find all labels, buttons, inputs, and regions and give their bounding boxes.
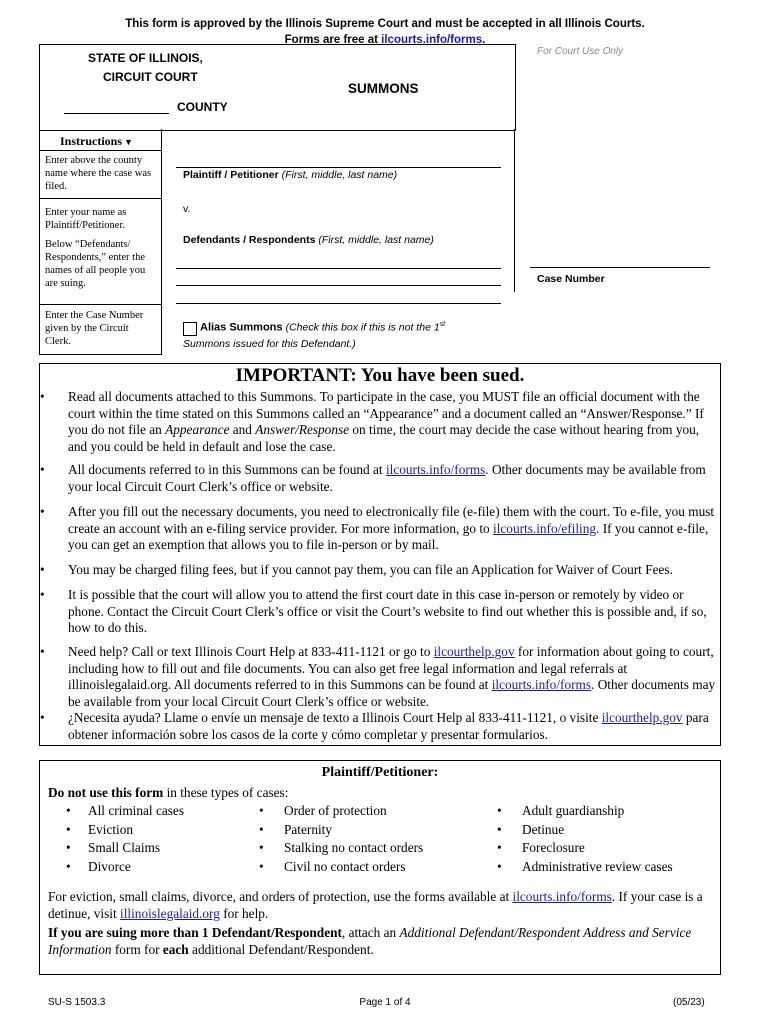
bullet-icon: • <box>40 710 45 725</box>
state-label: STATE OF ILLINOIS, <box>88 51 203 65</box>
important-bullet-text: It is possible that the court will allow you to attend the first court date in this case in-person or remotely by video or phone. Contact the Circuit Court Clerk’s office or visit the Court’s website to find out whether this is possible and, if so, how to do this. <box>68 587 707 635</box>
versus-label: v. <box>183 203 191 215</box>
plaintiff-box-heading: Plaintiff/Petitioner: <box>321 765 439 780</box>
case-number-label: Case Number <box>537 273 605 285</box>
bullet-icon: • <box>40 504 45 519</box>
alias-summons-label-line2: Summons issued for this Defendant.) <box>183 338 356 350</box>
important-bullet-item <box>40 644 720 710</box>
case-type-item: • Paternity <box>259 821 333 837</box>
page-number: Page 1 of 4 <box>359 997 411 1008</box>
important-bullet-text: Read all documents attached to this Summons. To participate in the case, you MUST file an official document with the court within the time stated on this Summons called an “Appearance” and a document called an “Answer/Response.” If you do not file an Appearance and Answer/Response on time, the court may decide the case without hearing from you, and you could be held in default and lose the case. <box>68 389 704 454</box>
case-type-item: • Stalking no contact orders <box>259 840 424 855</box>
bullet-icon: • <box>40 462 45 477</box>
forms-link[interactable]: ilcourts.info/forms <box>512 889 612 904</box>
important-heading: IMPORTANT: You have been sued. <box>235 365 525 386</box>
instruction-defendants: Below “Defendants/ Respondents,” enter the names of all people you are suing. <box>45 239 146 289</box>
inline-link[interactable]: ilcourts.info/forms <box>385 462 486 477</box>
instruction-name: Enter your name as Plaintiff/Petitioner. <box>45 207 127 231</box>
approval-notice-line2: Forms are free at ilcourts.info/forms. <box>284 34 486 46</box>
approval-notice-line1: This form is approved by the Illinois Supreme Court and must be accepted in all Illinois Courts. <box>125 18 645 30</box>
plaintiff-name-line[interactable] <box>176 167 501 168</box>
important-bullet-text: ¿Necesita ayuda? Llame o envíe un mensaje de texto a Illinois Court Help al 833-411-1121, o visite ilcourthelp.gov para obtener información sobre los casos de la corte y cómo completar y presentar formularios. <box>68 710 709 742</box>
instructions-divider-2 <box>39 304 161 305</box>
instructions-heading[interactable]: Instructions ▼ <box>60 134 133 148</box>
important-bullet-item <box>40 504 720 554</box>
bullet-icon: • <box>40 587 45 602</box>
important-bullet-item <box>40 710 720 743</box>
important-bullet-item <box>40 389 720 455</box>
court-use-label: For Court Use Only <box>537 46 624 57</box>
case-types-col-2 <box>259 802 423 876</box>
forms-guidance-paragraph: For eviction, small claims, divorce, and orders of protection, use the forms available at ilcourts.info/forms. If your case is a detinue, visit illinoislegalaid.org for help. <box>48 889 703 921</box>
bullet-icon: • <box>40 389 45 404</box>
do-not-use-text: Do not use this form in these types of cases: <box>48 785 289 800</box>
instructions-divider-1 <box>39 198 161 199</box>
defendant-name-line-2[interactable] <box>176 285 501 286</box>
case-number-line[interactable] <box>530 267 710 268</box>
case-type-item: • Small Claims <box>66 840 161 855</box>
bullet-icon: • <box>40 644 45 659</box>
inline-link[interactable]: ilcourts.info/efiling <box>493 520 597 536</box>
chevron-down-icon: ▼ <box>124 137 133 147</box>
case-type-item: • Detinue <box>497 821 565 837</box>
alias-summons-checkbox[interactable] <box>183 322 197 336</box>
county-blank[interactable] <box>64 113 169 114</box>
important-bullet-item <box>40 562 720 579</box>
caption-divider <box>514 129 515 292</box>
case-type-item: • Civil no contact orders <box>259 858 406 874</box>
alias-summons-label: Alias Summons (Check this box if this is not the 1st <box>200 321 446 334</box>
case-type-item: • Adult guardianship <box>497 803 625 818</box>
important-bullet-text: Need help? Call or text Illinois Court Help at 833-411-1121 or go to ilcourthelp.gov for information about going to court, including how to fill out and file documents. You can also get free legal information and legal referrals at illinoislegalaid.org. All documents referred to in this Summons can be found at ilcourts.info/forms. Other documents may be available from your local Circuit Court Clerk’s office or website. <box>68 644 716 709</box>
case-types-col-1 <box>66 802 184 876</box>
forms-link[interactable]: ilcourts.info/forms <box>381 34 483 46</box>
case-type-item: • Eviction <box>66 821 134 837</box>
case-types-col-3 <box>497 802 673 876</box>
instructions-rule <box>39 150 161 151</box>
case-type-item: • All criminal cases <box>66 803 184 818</box>
form-title: SUMMONS <box>348 81 419 96</box>
bullet-icon: • <box>40 562 45 577</box>
form-id: SU-S 1503.3 <box>48 997 106 1008</box>
case-type-item: • Divorce <box>66 858 131 874</box>
inline-link[interactable]: ilcourthelp.gov <box>601 710 683 725</box>
defendants-label: Defendants / Respondents (First, middle, last name) <box>183 234 434 246</box>
case-type-item: • Administrative review cases <box>497 858 673 874</box>
defendant-name-line-1[interactable] <box>176 268 501 269</box>
instruction-case-number: Enter the Case Number given by the Circuit Clerk. <box>45 310 144 347</box>
county-label: COUNTY <box>177 100 228 114</box>
important-bullet-item <box>40 587 720 637</box>
important-bullet-item <box>40 462 720 495</box>
plaintiff-label: Plaintiff / Petitioner (First, middle, last name) <box>183 169 398 181</box>
revision-date: (05/23) <box>673 997 705 1008</box>
multiple-defendants-paragraph: If you are suing more than 1 Defendant/Respondent, attach an Additional Defendant/Respondent Address and Service Information form for each additional Defendant/Respondent. <box>48 925 692 957</box>
inline-link[interactable]: ilcourts.info/forms <box>491 677 592 692</box>
instruction-county: Enter above the county name where the case was filed. <box>45 155 152 192</box>
circuit-court-label: CIRCUIT COURT <box>103 70 198 84</box>
important-bullet-text: You may be charged filing fees, but if you cannot pay them, you can file an Application for Waiver of Court Fees. <box>68 562 673 577</box>
important-bullet-text: After you fill out the necessary documents, you need to electronically file (e-file) them with the court. To e-file, you must create an account with an e-filing service provider. For more information, go to ilcourts.info/efiling. If you cannot e-file, you can get an exemption that allows you to file in-person or by mail. <box>68 504 715 552</box>
case-type-item: • Foreclosure <box>497 840 585 855</box>
important-bullet-text: All documents referred to in this Summons can be found at ilcourts.info/forms. Other documents may be available from your local Circuit Court Clerk’s office or website. <box>68 462 706 494</box>
defendant-name-line-3[interactable] <box>176 303 501 304</box>
inline-link[interactable]: ilcourthelp.gov <box>433 644 515 659</box>
case-type-item: • Order of protection <box>259 803 387 818</box>
legal-aid-link[interactable]: illinoislegalaid.org <box>120 905 220 921</box>
